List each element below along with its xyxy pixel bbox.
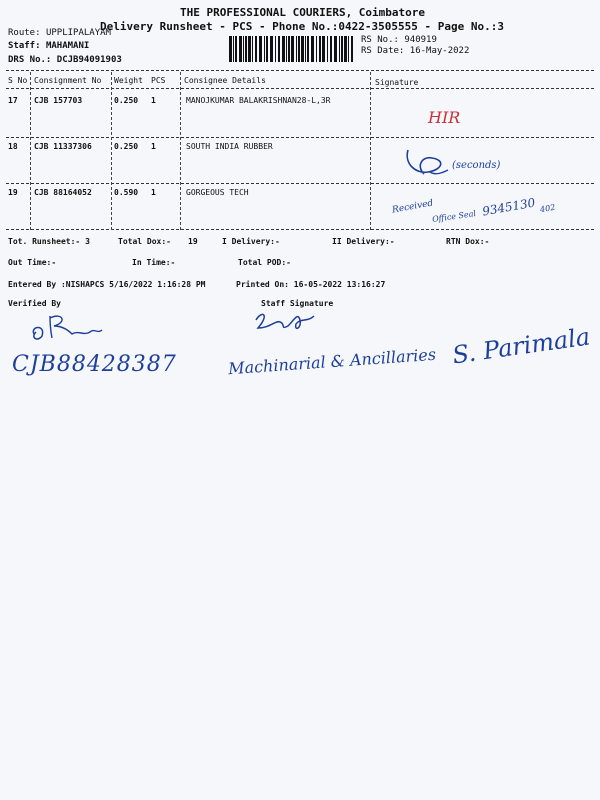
drs-line <box>8 55 122 65</box>
verified-by: Verified By <box>8 299 61 308</box>
table-header-rule <box>6 88 594 89</box>
row-19-received: Received <box>391 198 435 216</box>
row-18-consignee: SOUTH INDIA RUBBER <box>186 142 273 151</box>
col-signature: Signature <box>375 78 419 87</box>
col-consignee: Consignee Details <box>184 76 266 85</box>
staff-line <box>8 41 89 51</box>
row-19-extra: 402 <box>539 202 556 215</box>
handwritten-company: Machinarial & Ancillaries <box>227 344 437 379</box>
row-rule <box>6 137 594 138</box>
handwritten-consignment: CJB88428387 <box>12 352 177 377</box>
row-17-weight: 0.250 <box>114 96 139 105</box>
row-19-weight: 0.590 <box>114 188 139 197</box>
staff-value: MAHAMANI <box>45 41 90 51</box>
col-weight: Weight <box>114 76 143 85</box>
printed-on: Printed On: 16-05-2022 13:16:27 <box>236 280 386 289</box>
row-18-sno: 18 <box>8 142 18 151</box>
in-time: In Time:- <box>132 258 176 267</box>
table-top-rule <box>6 70 594 71</box>
row-rule <box>6 183 594 184</box>
ii-delivery: II Delivery:- <box>332 237 395 246</box>
row-19-sno: 19 <box>8 188 18 197</box>
staff-label: Staff: <box>8 41 41 51</box>
row-18-pcs: 1 <box>151 142 156 151</box>
out-time: Out Time:- <box>8 258 57 267</box>
row-18-weight: 0.250 <box>114 142 139 151</box>
route-value: UPPLIPALAYAM <box>45 28 111 38</box>
rs-date-line <box>361 46 469 56</box>
row-19-phone: 9345130 <box>481 195 537 219</box>
handwritten-name: S. Parimala <box>450 322 592 370</box>
column-divider <box>180 72 181 230</box>
row-19-office-seal: Office Seal <box>431 208 477 225</box>
row-19-consignment: CJB 88164052 <box>34 188 92 197</box>
rs-date-value: 16-May-2022 <box>409 46 470 56</box>
row-17-signature: HIR <box>428 108 461 127</box>
rs-date-label: RS Date: <box>361 46 405 56</box>
company-title: THE PROFESSIONAL COURIERS, Coimbatore <box>180 6 426 19</box>
row-rule <box>6 229 594 230</box>
total-pod: Total POD:- <box>238 258 291 267</box>
col-pcs: PCS <box>151 76 166 85</box>
route-line <box>8 28 111 38</box>
col-sno: S No <box>8 76 28 85</box>
row-17-consignment: CJB 157703 <box>34 96 83 105</box>
route-label: Route: <box>8 28 41 38</box>
runsheet-title: Delivery Runsheet - PCS - Phone No.:0422-3505555 - Page No.:3 <box>100 20 504 33</box>
total-dox-value: 19 <box>188 237 198 246</box>
total-dox-label: Total Dox:- <box>118 237 171 246</box>
row-19-consignee: GORGEOUS TECH <box>186 188 249 197</box>
drs-value: DCJB94091903 <box>56 55 122 65</box>
column-divider <box>30 72 31 230</box>
i-delivery: I Delivery:- <box>222 237 280 246</box>
barcode-icon <box>228 36 354 62</box>
staff-signature-icon <box>250 306 320 336</box>
verifier-signature-icon <box>28 308 118 344</box>
row-18-consignment: CJB 11337306 <box>34 142 92 151</box>
rs-no-line <box>361 35 437 45</box>
col-consignment: Consignment No <box>34 76 102 85</box>
row-17-sno: 17 <box>8 96 18 105</box>
row-19-pcs: 1 <box>151 188 156 197</box>
column-divider <box>370 72 371 230</box>
entered-by: Entered By :NISHAPCS 5/16/2022 1:16:28 PM <box>8 280 206 289</box>
rs-no-label: RS No.: <box>361 35 399 45</box>
row-17-pcs: 1 <box>151 96 156 105</box>
rs-no-value: 940919 <box>404 35 437 45</box>
rtn-dox: RTN Dox:- <box>446 237 490 246</box>
drs-label: DRS No.: <box>8 55 52 65</box>
staff-signature-label: Staff Signature <box>261 299 334 308</box>
row-17-consignee: MANOJKUMAR BALAKRISHNAN28-L,3R <box>186 96 331 105</box>
total-runsheet: Tot. Runsheet:- 3 <box>8 237 90 246</box>
row-18-signature: (seconds) <box>452 160 501 171</box>
column-divider <box>111 72 112 230</box>
